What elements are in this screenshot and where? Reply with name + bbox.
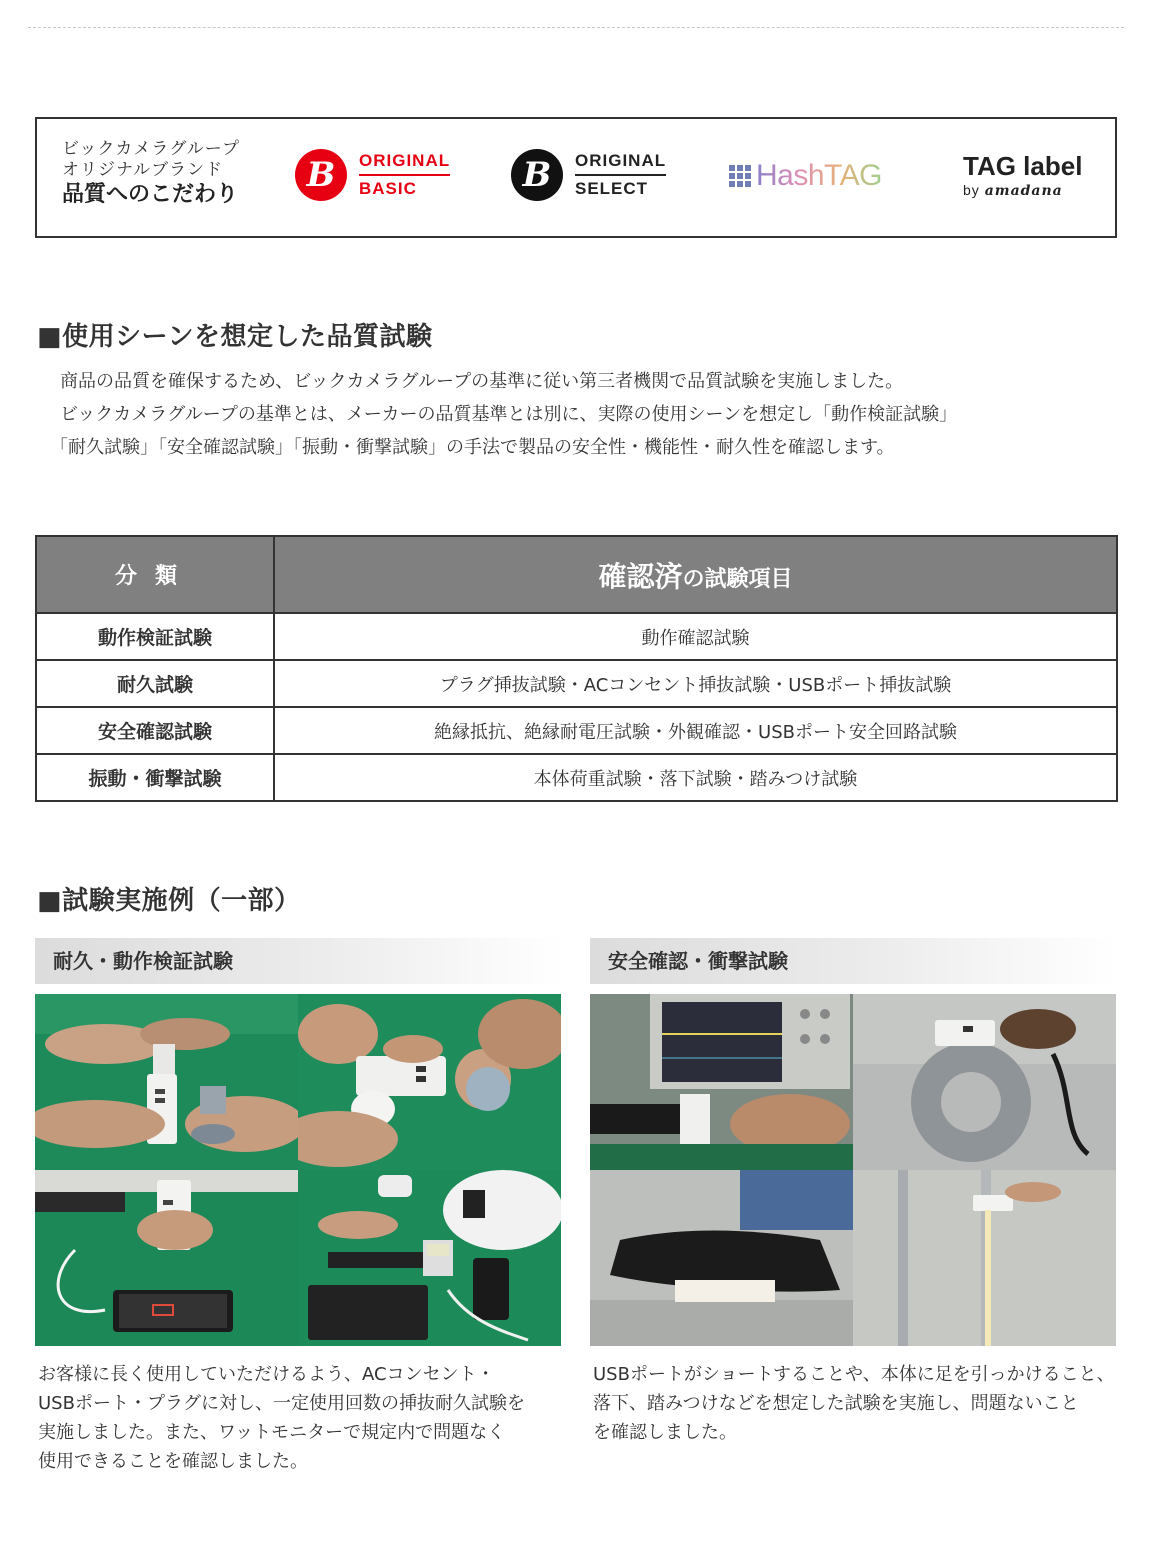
caption-line: 落下、踏みつけなどを想定した試験を実施し、問題ないこと bbox=[593, 1393, 1079, 1414]
basic-logo-line1: ORIGINAL bbox=[359, 150, 450, 175]
safety-example bbox=[590, 938, 1118, 1443]
quality-test-description bbox=[50, 365, 1118, 464]
row-category: 動作検証試験 bbox=[36, 613, 274, 660]
original-basic-logo bbox=[295, 149, 450, 201]
safety-band-title: 安全確認・衝撃試験 bbox=[590, 938, 1118, 984]
photo-oscilloscope bbox=[590, 994, 853, 1170]
description-line1: 商品の品質を確保するため、ビックカメラグループの基準に従い第三者機関で品質試験を実施しました。 bbox=[60, 371, 904, 392]
caption-line: 実施しました。また、ワットモニターで規定内で問題なく bbox=[38, 1422, 506, 1443]
row-items: 本体荷重試験・落下試験・踏みつけ試験 bbox=[274, 754, 1117, 801]
description-line2: ビックカメラグループの基準とは、メーカーの品質基準とは別に、実際の使用シーンを想定し「動作検証試験」 bbox=[60, 404, 958, 425]
photo-usb-charging bbox=[35, 1170, 298, 1346]
select-logo-line2: SELECT bbox=[575, 178, 649, 198]
row-items: プラグ挿抜試験・ACコンセント挿抜試験・USBポート挿抜試験 bbox=[274, 660, 1117, 707]
taglabel-logo bbox=[963, 153, 1082, 198]
row-category: 安全確認試験 bbox=[36, 707, 274, 754]
photo-drop-test bbox=[853, 994, 1116, 1170]
table-row bbox=[36, 707, 1117, 754]
row-category: 耐久試験 bbox=[36, 660, 274, 707]
test-items-table bbox=[35, 535, 1118, 802]
safety-caption bbox=[593, 1360, 1128, 1447]
row-items: 動作確認試験 bbox=[274, 613, 1117, 660]
table-row bbox=[36, 613, 1117, 660]
brand-intro-line1: ビックカメラグループ bbox=[62, 139, 240, 159]
basic-logo-line2: BASIC bbox=[359, 178, 417, 198]
brand-intro-title: 品質へのこだわり bbox=[62, 182, 239, 207]
caption-line: USBポート・プラグに対し、一定使用回数の挿抜耐久試験を bbox=[38, 1393, 525, 1414]
original-select-logo bbox=[511, 149, 666, 201]
caption-line: 使用できることを確認しました。 bbox=[38, 1451, 308, 1472]
caption-line: を確認しました。 bbox=[593, 1422, 737, 1443]
taglabel-by: by bbox=[963, 182, 980, 198]
row-category: 振動・衝撃試験 bbox=[36, 754, 274, 801]
quality-test-heading: ■使用シーンを想定した品質試験 bbox=[37, 322, 433, 352]
taglabel-logo-name: TAG label bbox=[963, 151, 1083, 181]
hash-grid-icon bbox=[729, 165, 751, 187]
photo-plug-insertion bbox=[35, 994, 298, 1170]
brand-banner bbox=[35, 117, 1117, 238]
select-logo-line1: ORIGINAL bbox=[575, 150, 666, 175]
brand-intro-line2: オリジナルブランド bbox=[62, 160, 224, 180]
table-row bbox=[36, 754, 1117, 801]
table-row bbox=[36, 660, 1117, 707]
hashtag-logo-text: HashTAG bbox=[756, 159, 882, 192]
row-items: 絶縁抵抗、絶縁耐電圧試験・外観確認・USBポート安全回路試験 bbox=[274, 707, 1117, 754]
basic-b-mark-icon: B bbox=[295, 149, 347, 201]
photo-socket-insertion bbox=[298, 994, 561, 1170]
select-b-mark-icon: B bbox=[511, 149, 563, 201]
test-examples-heading: ■試験実施例（一部） bbox=[37, 886, 301, 916]
table-header-items: 確認済の試験項目 bbox=[274, 536, 1117, 613]
durability-band-title: 耐久・動作検証試験 bbox=[35, 938, 563, 984]
safety-photo-grid bbox=[590, 994, 1116, 1346]
hashtag-logo bbox=[729, 159, 882, 193]
top-dashed-divider bbox=[28, 27, 1124, 28]
caption-line: USBポートがショートすることや、本体に足を引っかけること、 bbox=[593, 1364, 1115, 1385]
table-header-category: 分類 bbox=[36, 536, 274, 613]
photo-stomp-test bbox=[590, 1170, 853, 1346]
durability-photo-grid bbox=[35, 994, 561, 1346]
photo-load-test bbox=[853, 1170, 1116, 1346]
brand-intro bbox=[62, 141, 240, 206]
durability-example bbox=[35, 938, 563, 1472]
caption-line: お客様に長く使用していただけるよう、ACコンセント・ bbox=[38, 1364, 495, 1385]
durability-caption bbox=[38, 1360, 573, 1476]
description-line3: 「耐久試験」「安全確認試験」「振動・衝撃試験」の手法で製品の安全性・機能性・耐久性を確認します。 bbox=[50, 437, 895, 458]
photo-watt-monitor bbox=[298, 1170, 561, 1346]
taglabel-amadana: amadana bbox=[984, 183, 1063, 199]
